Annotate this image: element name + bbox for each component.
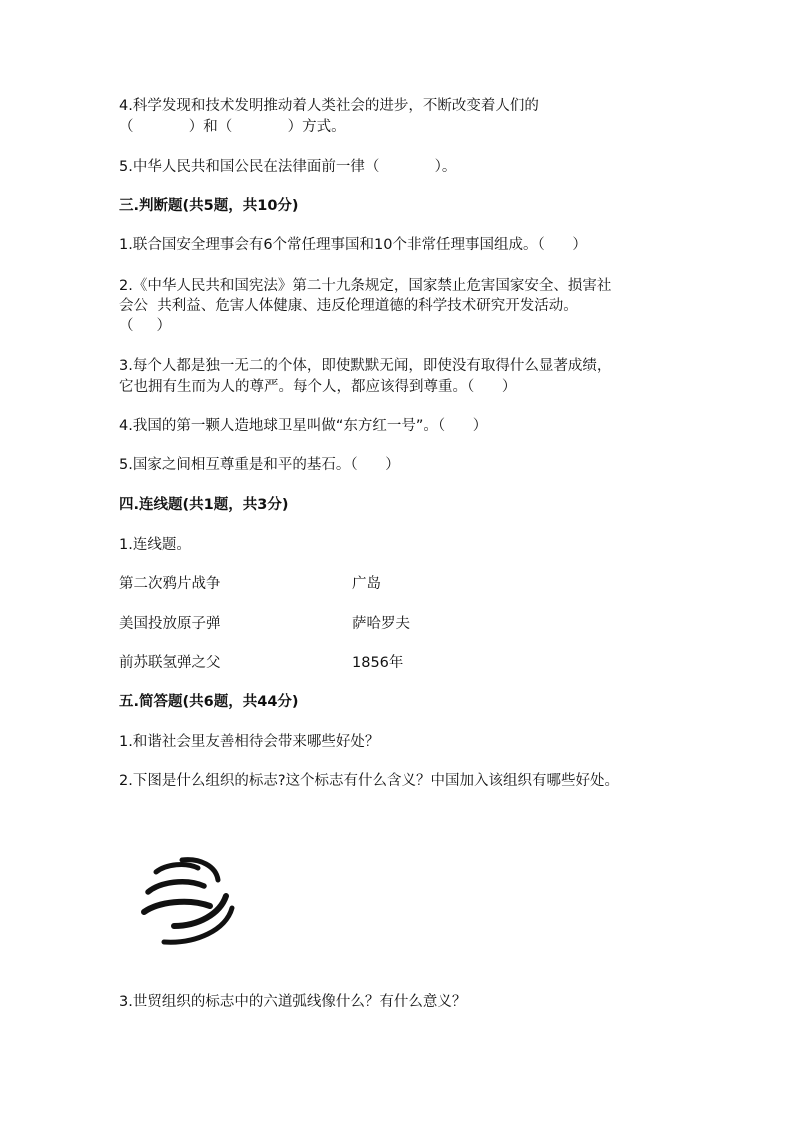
matching-left-item: 前苏联氢弹之父 bbox=[119, 655, 221, 671]
section-heading-judge: 三.判断题(共5题，共10分) bbox=[119, 198, 299, 214]
matching-question-1: 1.连线题。 bbox=[119, 537, 191, 553]
question-5: 5.中华人民共和国公民在法律面前一律（ ）。 bbox=[119, 159, 457, 175]
section-heading-matching: 四.连线题(共1题，共3分) bbox=[119, 497, 289, 513]
question-4-line-1: 4.科学发现和技术发明推动着人类社会的进步，不断改变着人们的 bbox=[119, 98, 539, 114]
matching-left-item: 第二次鸦片战争 bbox=[119, 576, 221, 592]
judge-question-4: 4.我国的第一颗人造地球卫星叫做“东方红一号”。（ ） bbox=[119, 418, 488, 434]
matching-right-item: 萨哈罗夫 bbox=[352, 616, 410, 632]
short-answer-question-1: 1.和谐社会里友善相待会带来哪些好处？ bbox=[119, 734, 380, 750]
judge-question-3-line-1: 3.每个人都是独一无二的个体，即使默默无闻，即使没有取得什么显著成绩， bbox=[119, 358, 612, 374]
section-heading-short-answer: 五.简答题(共6题，共44分) bbox=[119, 694, 299, 710]
wto-logo-icon bbox=[134, 848, 238, 948]
judge-question-2-line-2: 会公 共利益、危害人体健康、违反伦理道德的科学技术研究开发活动。 bbox=[119, 298, 578, 314]
short-answer-question-3: 3.世贸组织的标志中的六道弧线像什么？有什么意义？ bbox=[119, 994, 467, 1010]
judge-question-2-line-1: 2.《中华人民共和国宪法》第二十九条规定，国家禁止危害国家安全、损害社 bbox=[119, 278, 612, 294]
short-answer-question-2: 2.下图是什么组织的标志?这个标志有什么含义？中国加入该组织有哪些好处。 bbox=[119, 773, 620, 789]
matching-right-item: 广岛 bbox=[352, 576, 381, 592]
judge-question-1: 1.联合国安全理事会有6个常任理事国和10个非常任理事国组成。（ ） bbox=[119, 237, 587, 253]
matching-right-item: 1856年 bbox=[352, 655, 404, 671]
question-4-line-2: （ ）和（ ）方式。 bbox=[119, 119, 346, 135]
judge-question-2-line-3: （ ） bbox=[119, 318, 172, 334]
matching-left-item: 美国投放原子弹 bbox=[119, 616, 221, 632]
judge-question-5: 5.国家之间相互尊重是和平的基石。（ ） bbox=[119, 457, 400, 473]
judge-question-3-line-2: 它也拥有生而为人的尊严。每个人，都应该得到尊重。（ ） bbox=[119, 379, 517, 395]
